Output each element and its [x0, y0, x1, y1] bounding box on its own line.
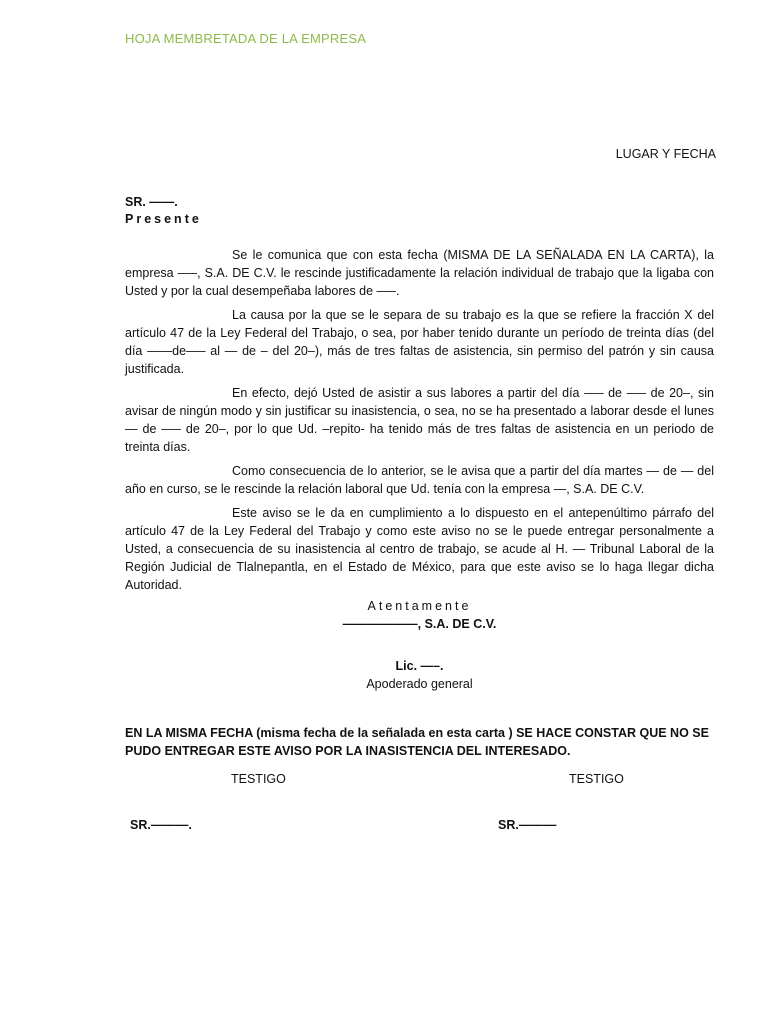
- signature-company: ——————, S.A. DE C.V.: [342, 617, 497, 631]
- paragraph-notice: Se le comunica que con esta fecha (MISMA DE LA SEÑALADA EN LA CARTA), la empresa —–, S.A. DE C.V. le rescinde justificadamente la relación individual de trabajo que la ligaba con Usted y por la cual desempeñaba labores de —–.: [125, 248, 714, 298]
- recipient-block: [125, 195, 202, 226]
- witness-label-left: TESTIGO: [231, 772, 286, 786]
- signature-lic: Lic. —–.: [395, 659, 444, 673]
- letterhead: HOJA MEMBRETADA DE LA EMPRESA: [125, 31, 367, 46]
- paragraph-absence: En efecto, dejó Usted de asistir a sus labores a partir del día —– de —– de 20–, sin avisar de ningún modo y sin justificar su inasistencia, o sea, no se ha presentado a laborar desde el lunes — de —– de 20–, por lo que Ud. –repito- ha tenido más de tres faltas de asistencia en un periodo de treinta días.: [125, 386, 714, 454]
- signature-role: Apoderado general: [366, 677, 473, 691]
- recipient-greeting: Presente: [125, 212, 202, 226]
- paragraph-legal-basis: Este aviso se le da en cumplimiento a lo dispuesto en el antepenúltimo párrafo del artículo 47 de la Ley Federal del Trabajo y como este aviso no se le puede entregar personalmente a Usted, a consecuencia de su inasistencia al centro de trabajo, se acude al H. — Tribunal Laboral de la Región Judicial de Tlalnepantla, en el Estado de México, para que este aviso se lo haga llegar dicha Autoridad.: [125, 506, 714, 592]
- paragraph-cause: La causa por la que se le separa de su trabajo es la que se refiere la fracción X del artículo 47 de la Ley Federal del Trabajo, o sea, por haber tenido durante un período de treinta días (del día ——de—– al — de – del 20–), más de tres faltas de asistencia, sin permiso del patrón y sin causa justificada.: [125, 308, 714, 376]
- closing-text: Atentamente: [367, 599, 472, 613]
- letter-body: [125, 246, 714, 600]
- witness-name-right: SR.———: [498, 818, 557, 832]
- witness-name-left: SR.———.: [130, 818, 192, 832]
- witness-label-right: TESTIGO: [569, 772, 624, 786]
- paragraph-consequence: Como consecuencia de lo anterior, se le avisa que a partir del día martes — de — del año en curso, se le rescinde la relación laboral que Ud. tenía con la empresa —, S.A. DE C.V.: [125, 464, 714, 496]
- constancia-statement: EN LA MISMA FECHA (misma fecha de la señalada en esta carta ) SE HACE CONSTAR QUE NO SE PUDO ENTREGAR ESTE AVISO POR LA INASISTENCIA DEL INTERESADO.: [125, 726, 709, 758]
- place-and-date: LUGAR Y FECHA: [615, 147, 716, 161]
- recipient-name: SR. ——.: [125, 195, 178, 209]
